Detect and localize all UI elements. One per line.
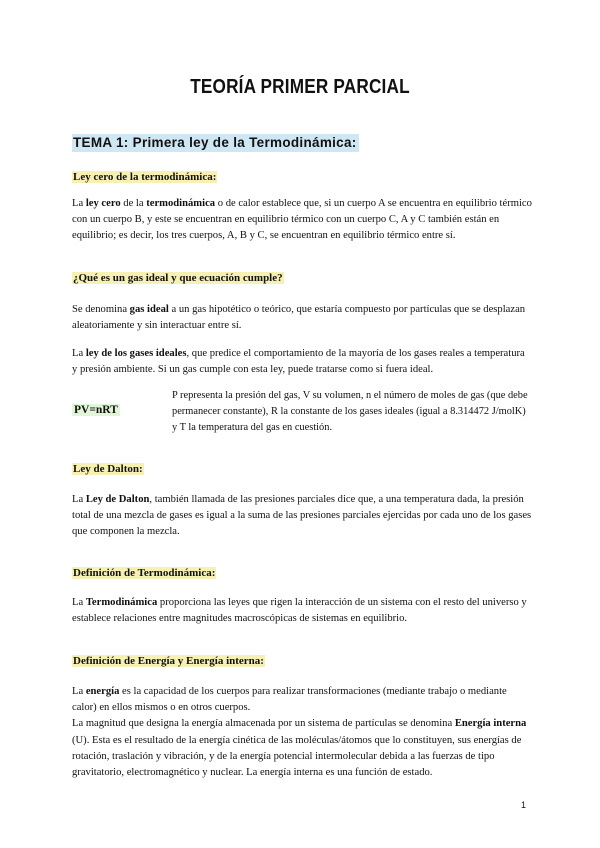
page-number: 1 — [521, 800, 527, 810]
paragraph-ley-gases-ideales: La ley de los gases ideales, que predice el comportamiento de la mayoría de los gases reales a temperatura y presión ambiente. Si un gas cumple con esta ley, puede tratarse como si fuera ideal. — [72, 348, 525, 376]
section-heading-tema: TEMA 1: Primera ley de la Termodinámica: — [73, 135, 357, 150]
heading-gas-ideal: ¿Qué es un gas ideal y que ecuación cumple? — [73, 272, 283, 284]
paragraph-ley-dalton: La Ley de Dalton, también llamada de las presiones parciales dice que, a una temperatura dada, la presión total de una mezcla de gases es igual a la suma de las presiones parciales ejercidas por cada uno de los gases que componen la mezcla. — [72, 494, 532, 538]
paragraph-energia: La energía es la capacidad de los cuerpos para realizar transformaciones (mediante trabajo o mediante calor) en ellos mismos o en otros cuerpos. La magnitud que designa la energía almacenada por un sistema de partículas se denomina Energía interna (U). Esta es el resultado de la energía cinética de las moléculas/átomos que lo constituyen, sus energías de rotación, traslación y vibración, y de la energía potencial intermolecular debida a las fuerzas de tipo gravitatorio, electromagnético y nuclear. La energía interna es una función de estado. — [72, 686, 527, 779]
heading-ley-cero: Ley cero de la termodinámica: — [73, 171, 217, 183]
heading-ley-dalton: Ley de Dalton: — [73, 463, 143, 475]
heading-definicion-termodinamica: Definición de Termodinámica: — [73, 567, 216, 579]
page-title: TEORÍA PRIMER PARCIAL — [190, 76, 410, 98]
paragraph-ley-cero: La ley cero de la termodinámica o de calor establece que, si un cuerpo A se encuentra en equilibrio térmico con un cuerpo B, y este se encuentran en equilibrio térmico con un cuerpo C, A y C también están en equilibrio; es decir, los tres cuerpos, A, B y C, se encuentran en equilibrio térmico entre sí. — [72, 198, 532, 242]
paragraph-termodinamica: La Termodinámica proporciona las leyes que rigen la interacción de un sistema con el resto del universo y establece relaciones entre magnitudes macroscópicas de sistemas en equilibrio. — [72, 597, 527, 625]
heading-definicion-energia: Definición de Energía y Energía interna: — [73, 655, 264, 667]
equation-pv-nrt: PV=nRT — [74, 404, 118, 416]
paragraph-gas-ideal: Se denomina gas ideal a un gas hipotético o teórico, que estaría compuesto por partículas que se desplazan aleatoriamente y sin interactuar entre sí. — [72, 304, 526, 332]
equation-description: P representa la presión del gas, V su volumen, n el número de moles de gas (que debe permanecer constante), R la constante de los gases ideales (igual a 8.314472 J/molK) y T la temperatura del gas en cuestión. — [172, 390, 528, 434]
